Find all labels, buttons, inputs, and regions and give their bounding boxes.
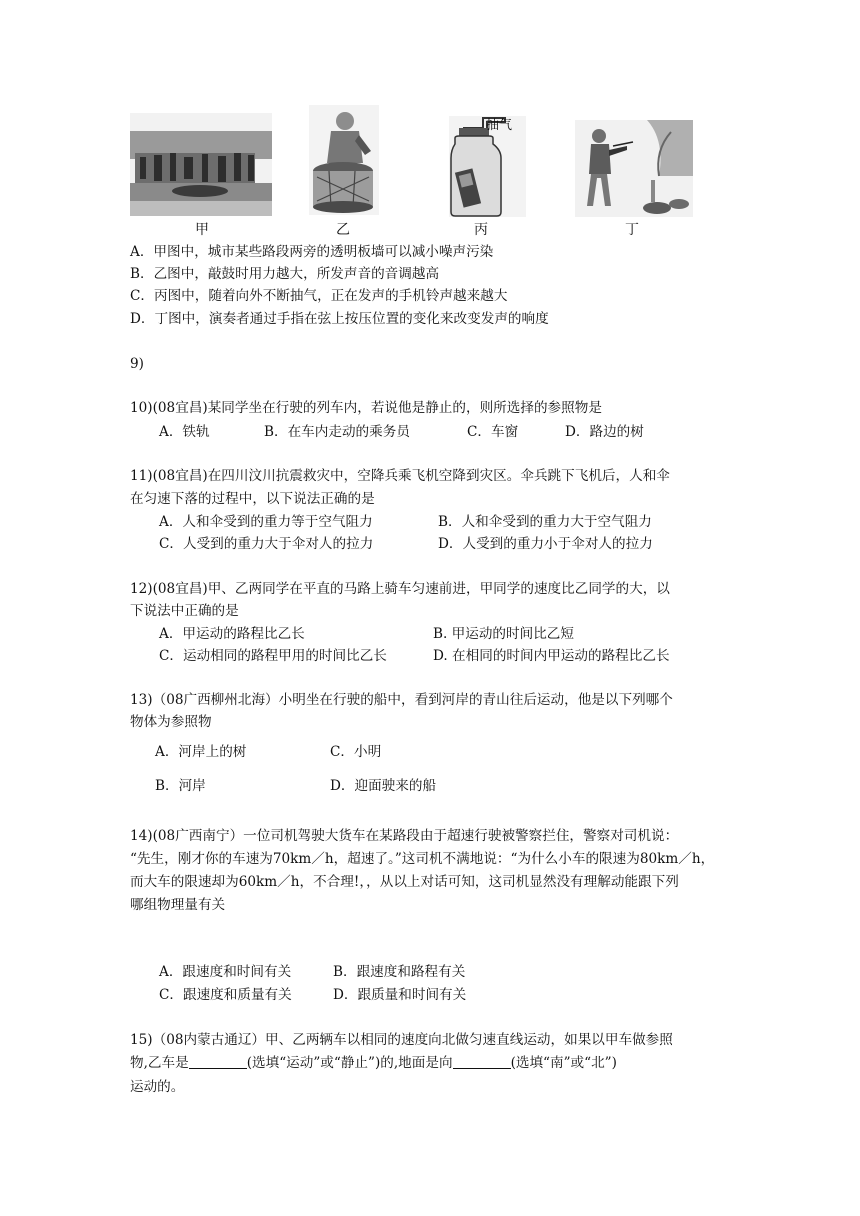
q15-line2 bbox=[130, 1053, 617, 1073]
figure-label-ding: 丁 bbox=[625, 222, 639, 238]
q8-option-b: B．乙图中，敲鼓时用力越大，所发声音的音调越高 bbox=[130, 266, 440, 282]
q8-option-a: A．甲图中，城市某些路段两旁的透明板墙可以减小噪声污染 bbox=[130, 244, 494, 260]
q11-option-a: A．人和伞受到的重力等于空气阻力 bbox=[159, 514, 373, 530]
bing-inset-label: 抽气 bbox=[486, 118, 513, 133]
q10-stem: 10)(08宜昌)某同学坐在行驶的列车内，若说他是静止的，则所选择的参照物是 bbox=[130, 400, 602, 416]
q15-line2-part3: (选填“南”或“北”) bbox=[510, 1055, 617, 1071]
q13-stem-line2: 物体为参照物 bbox=[130, 714, 212, 730]
q10-option-d: D．路边的树 bbox=[565, 424, 644, 440]
q9-number: 9) bbox=[130, 356, 144, 372]
q8-option-d: D．丁图中，演奏者通过手指在弦上按压位置的变化来改变发声的响度 bbox=[130, 311, 549, 327]
q11-stem-line2: 在匀速下落的过程中，以下说法正确的是 bbox=[130, 491, 375, 507]
q15-blank-2[interactable] bbox=[453, 1054, 511, 1069]
q10-option-c: C．车窗 bbox=[467, 424, 519, 440]
q10-option-a: A．铁轨 bbox=[159, 424, 210, 440]
q13-option-c: C．小明 bbox=[330, 744, 382, 760]
q11-option-d: D．人受到的重力小于伞对人的拉力 bbox=[438, 536, 653, 552]
q12-stem-line1: 12)(08宜昌)甲、乙两同学在平直的马路上骑车匀速前进，甲同学的速度比乙同学的大，以 bbox=[130, 581, 670, 597]
q13-option-a: A．河岸上的树 bbox=[155, 744, 247, 760]
q14-option-a: A．跟速度和时间有关 bbox=[159, 964, 292, 980]
q14-stem-line1: 14)(08广西南宁）一位司机驾驶大货车在某路段由于超速行驶被警察拦住，警察对司机说： bbox=[130, 828, 679, 844]
q11-option-c: C．人受到的重力大于伞对人的拉力 bbox=[159, 536, 374, 552]
q14-stem-line3: 而大车的限速却为60km／h，不合理!，，从以上对话可知，这司机显然没有理解动能跟下列 bbox=[130, 874, 679, 890]
figure-label-bing: 丙 bbox=[474, 222, 488, 238]
q8-option-c: C．丙图中，随着向外不断抽气，正在发声的手机铃声越来越大 bbox=[130, 288, 508, 304]
q14-option-d: D．跟质量和时间有关 bbox=[333, 987, 467, 1003]
q12-stem-line2: 下说法中正确的是 bbox=[130, 603, 239, 619]
figure-label-jia: 甲 bbox=[195, 222, 209, 238]
figure-bing bbox=[449, 116, 526, 217]
q12-option-c: C．运动相同的路程甲用的时间比乙长 bbox=[159, 648, 387, 664]
q11-option-b: B．人和伞受到的重力大于空气阻力 bbox=[438, 514, 652, 530]
figure-jia bbox=[130, 113, 272, 216]
q12-option-a: A．甲运动的路程比乙长 bbox=[159, 626, 305, 642]
q15-blank-1[interactable] bbox=[189, 1054, 247, 1069]
q14-option-c: C．跟速度和质量有关 bbox=[159, 987, 292, 1003]
q13-stem-line1: 13)（08广西柳州北海）小明坐在行驶的船中，看到河岸的青山往后运动，他是以下列哪个 bbox=[130, 692, 673, 708]
figure-label-yi: 乙 bbox=[336, 222, 350, 238]
q14-stem-line2: “先生，刚才你的车速为70km／h，超速了。”这司机不满地说：“为什么小车的限速为80km／h， bbox=[130, 851, 715, 867]
q10-option-b: B．在车内走动的乘务员 bbox=[264, 424, 410, 440]
q15-line2-part2: (选填“运动”或“静止”)的,地面是向 bbox=[246, 1055, 453, 1071]
q15-line1: 15)（08内蒙古通辽）甲、乙两辆车以相同的速度向北做匀速直线运动，如果以甲车做参照 bbox=[130, 1032, 673, 1048]
q15-line3: 运动的。 bbox=[130, 1079, 185, 1095]
q15-line2-part1: 物,乙车是 bbox=[130, 1055, 189, 1071]
figure-yi bbox=[309, 105, 379, 215]
q12-option-b: B. 甲运动的时间比乙短 bbox=[433, 626, 574, 642]
q14-option-b: B．跟速度和路程有关 bbox=[333, 964, 466, 980]
q12-option-d: D. 在相同的时间内甲运动的路程比乙长 bbox=[433, 648, 670, 664]
q14-stem-line4: 哪组物理量有关 bbox=[130, 897, 226, 913]
figure-ding bbox=[575, 120, 693, 217]
q13-option-b: B．河岸 bbox=[155, 778, 206, 794]
q13-option-d: D．迎面驶来的船 bbox=[330, 778, 437, 794]
q11-stem-line1: 11)(08宜昌)在四川汶川抗震救灾中，空降兵乘飞机空降到灾区。伞兵跳下飞机后，人和伞 bbox=[130, 468, 670, 484]
